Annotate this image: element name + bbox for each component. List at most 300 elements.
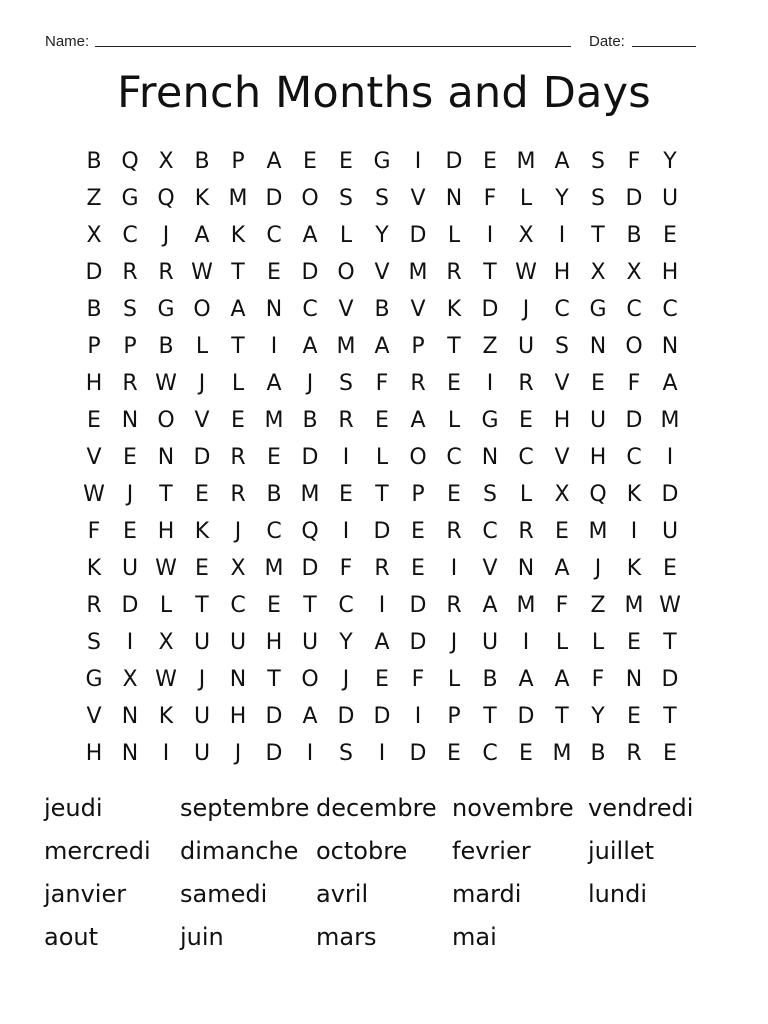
grid-letter: Z: [590, 593, 606, 618]
grid-letter: T: [447, 334, 461, 359]
grid-letter: C: [482, 741, 498, 766]
word-list-item: samedi: [180, 879, 268, 908]
grid-letter: D: [265, 186, 283, 211]
grid-letter: C: [266, 223, 282, 248]
grid-letter: X: [590, 260, 606, 285]
grid-letter: Z: [86, 186, 102, 211]
grid-letter: E: [267, 593, 281, 618]
grid-letter: L: [519, 186, 533, 211]
grid-letter: E: [627, 630, 641, 655]
grid-letter: L: [447, 667, 461, 692]
grid-letter: D: [121, 593, 139, 618]
grid-letter: K: [446, 297, 462, 322]
grid-letter: D: [373, 704, 391, 729]
grid-letter: I: [162, 741, 170, 766]
grid-letter: R: [518, 519, 534, 544]
grid-letter: U: [193, 741, 211, 766]
grid-letter: V: [86, 445, 102, 470]
grid-letter: A: [302, 334, 318, 359]
grid-letter: X: [158, 149, 174, 174]
grid-letter: M: [300, 482, 320, 507]
grid-letter: M: [336, 334, 356, 359]
grid-letter: D: [409, 741, 427, 766]
page-title: French Months and Days: [117, 68, 651, 118]
grid-letter: I: [522, 630, 530, 655]
grid-letter: E: [123, 519, 137, 544]
grid-letter: S: [591, 149, 605, 174]
grid-letter: T: [303, 593, 317, 618]
grid-letter: F: [483, 186, 497, 211]
word-list-item: mars: [316, 922, 377, 951]
grid-letter: V: [194, 408, 210, 433]
grid-letter: E: [591, 371, 605, 396]
grid-letter: N: [517, 556, 535, 581]
grid-letter: Y: [555, 186, 569, 211]
grid-letter: Y: [339, 630, 353, 655]
grid-letter: G: [481, 408, 499, 433]
grid-letter: W: [155, 371, 177, 396]
grid-letter: Q: [157, 186, 175, 211]
grid-letter: I: [270, 334, 278, 359]
grid-letter: C: [518, 445, 534, 470]
grid-letter: W: [659, 593, 681, 618]
grid-letter: L: [447, 408, 461, 433]
grid-letter: P: [447, 704, 461, 729]
grid-letter: A: [662, 371, 678, 396]
grid-letter: E: [663, 741, 677, 766]
grid-letter: F: [555, 593, 569, 618]
grid-letter: D: [661, 667, 679, 692]
word-list-item: jeudi: [44, 793, 103, 822]
grid-letter: R: [446, 260, 462, 285]
grid-letter: I: [414, 704, 422, 729]
grid-letter: P: [411, 482, 425, 507]
word-list-item: avril: [316, 879, 369, 908]
grid-letter: J: [342, 667, 350, 692]
grid-letter: E: [87, 408, 101, 433]
grid-letter: I: [486, 223, 494, 248]
grid-letter: I: [414, 149, 422, 174]
word-list-item: lundi: [588, 879, 647, 908]
grid-letter: I: [126, 630, 134, 655]
grid-letter: I: [306, 741, 314, 766]
grid-letter: L: [195, 334, 209, 359]
grid-letter: W: [191, 260, 213, 285]
grid-letter: E: [339, 149, 353, 174]
grid-letter: T: [663, 630, 677, 655]
grid-letter: L: [555, 630, 569, 655]
grid-letter: B: [626, 223, 642, 248]
grid-letter: M: [552, 741, 572, 766]
grid-letter: H: [589, 445, 607, 470]
grid-letter: G: [157, 297, 175, 322]
grid-letter: T: [375, 482, 389, 507]
grid-letter: D: [301, 260, 319, 285]
grid-letter: R: [230, 482, 246, 507]
grid-letter: E: [519, 408, 533, 433]
grid-letter: B: [266, 482, 282, 507]
grid-letter: G: [373, 149, 391, 174]
grid-letter: J: [234, 519, 242, 544]
grid-letter: D: [301, 556, 319, 581]
grid-letter: R: [446, 593, 462, 618]
grid-letter: N: [445, 186, 463, 211]
grid-letter: A: [374, 334, 390, 359]
grid-letter: G: [589, 297, 607, 322]
grid-letter: G: [85, 667, 103, 692]
grid-letter: M: [408, 260, 428, 285]
grid-letter: S: [555, 334, 569, 359]
grid-letter: D: [661, 482, 679, 507]
grid-letter: X: [626, 260, 642, 285]
grid-letter: E: [627, 704, 641, 729]
grid-letter: A: [266, 149, 282, 174]
grid-letter: N: [121, 408, 139, 433]
grid-letter: D: [625, 408, 643, 433]
grid-letter: R: [122, 260, 138, 285]
grid-letter: L: [339, 223, 353, 248]
grid-letter: Q: [301, 519, 319, 544]
grid-letter: E: [195, 556, 209, 581]
grid-letter: A: [266, 371, 282, 396]
grid-letter: M: [588, 519, 608, 544]
grid-letter: Q: [589, 482, 607, 507]
grid-letter: B: [302, 408, 318, 433]
grid-letter: L: [231, 371, 245, 396]
grid-letter: L: [591, 630, 605, 655]
grid-letter: M: [264, 556, 284, 581]
grid-letter: E: [195, 482, 209, 507]
word-list-item: mai: [452, 922, 497, 951]
grid-letter: C: [446, 445, 462, 470]
grid-letter: S: [87, 630, 101, 655]
grid-letter: A: [302, 704, 318, 729]
grid-letter: X: [86, 223, 102, 248]
grid-letter: T: [663, 704, 677, 729]
grid-letter: D: [625, 186, 643, 211]
grid-letter: O: [301, 667, 319, 692]
grid-letter: I: [342, 519, 350, 544]
grid-letter: C: [338, 593, 354, 618]
grid-letter: Z: [482, 334, 498, 359]
grid-letter: O: [337, 260, 355, 285]
grid-letter: U: [661, 186, 679, 211]
grid-letter: B: [86, 149, 102, 174]
grid-letter: J: [522, 297, 530, 322]
grid-letter: E: [411, 556, 425, 581]
grid-letter: A: [410, 408, 426, 433]
grid-letter: N: [589, 334, 607, 359]
grid-letter: L: [159, 593, 173, 618]
grid-letter: V: [554, 445, 570, 470]
grid-letter: F: [375, 371, 389, 396]
grid-letter: C: [230, 593, 246, 618]
grid-letter: E: [339, 482, 353, 507]
grid-letter: A: [554, 667, 570, 692]
grid-letter: S: [339, 741, 353, 766]
word-list-item: mercredi: [44, 836, 151, 865]
grid-letter: F: [627, 371, 641, 396]
grid-letter: T: [591, 223, 605, 248]
grid-letter: C: [266, 519, 282, 544]
grid-letter: J: [126, 482, 134, 507]
grid-letter: A: [554, 149, 570, 174]
grid-letter: U: [301, 630, 319, 655]
grid-letter: D: [409, 223, 427, 248]
grid-letter: K: [158, 704, 174, 729]
grid-letter: F: [627, 149, 641, 174]
grid-letter: L: [447, 223, 461, 248]
grid-letter: J: [450, 630, 458, 655]
word-list: [44, 786, 744, 958]
grid-letter: R: [446, 519, 462, 544]
grid-letter: H: [157, 519, 175, 544]
grid-letter: N: [229, 667, 247, 692]
grid-letter: Q: [121, 149, 139, 174]
grid-letter: M: [228, 186, 248, 211]
grid-letter: P: [231, 149, 245, 174]
grid-letter: R: [158, 260, 174, 285]
grid-letter: S: [339, 186, 353, 211]
word-list-item: janvier: [44, 879, 127, 908]
grid-letter: Y: [663, 149, 677, 174]
grid-letter: L: [519, 482, 533, 507]
grid-letter: H: [661, 260, 679, 285]
grid-letter: Y: [591, 704, 605, 729]
grid-letter: P: [411, 334, 425, 359]
grid-letter: X: [122, 667, 138, 692]
word-list-item: septembre: [180, 793, 310, 822]
grid-letter: A: [482, 593, 498, 618]
grid-letter: E: [303, 149, 317, 174]
grid-letter: H: [85, 371, 103, 396]
grid-letter: E: [447, 482, 461, 507]
grid-letter: F: [87, 519, 101, 544]
grid-letter: I: [378, 593, 386, 618]
grid-letter: E: [231, 408, 245, 433]
grid-letter: R: [626, 741, 642, 766]
grid-letter: W: [155, 667, 177, 692]
grid-letter: A: [230, 297, 246, 322]
word-list-item: octobre: [316, 836, 408, 865]
word-list-item: juillet: [588, 836, 655, 865]
grid-letter: T: [483, 704, 497, 729]
grid-letter: D: [301, 445, 319, 470]
grid-letter: S: [123, 297, 137, 322]
grid-letter: U: [229, 630, 247, 655]
grid-letter: M: [516, 149, 536, 174]
grid-letter: K: [194, 186, 210, 211]
grid-letter: D: [337, 704, 355, 729]
word-list-item: fevrier: [452, 836, 531, 865]
grid-letter: I: [666, 445, 674, 470]
word-list-item: dimanche: [180, 836, 299, 865]
grid-letter: B: [482, 667, 498, 692]
grid-letter: K: [626, 482, 642, 507]
grid-letter: T: [267, 667, 281, 692]
grid-letter: V: [338, 297, 354, 322]
grid-letter: H: [229, 704, 247, 729]
grid-letter: D: [409, 630, 427, 655]
grid-letter: A: [194, 223, 210, 248]
word-list-item: novembre: [452, 793, 574, 822]
grid-letter: U: [661, 519, 679, 544]
grid-letter: N: [121, 704, 139, 729]
grid-letter: X: [158, 630, 174, 655]
grid-letter: J: [594, 556, 602, 581]
grid-letter: H: [553, 408, 571, 433]
grid-letter: V: [374, 260, 390, 285]
grid-letter: K: [626, 556, 642, 581]
grid-letter: T: [231, 334, 245, 359]
grid-letter: C: [482, 519, 498, 544]
grid-letter: T: [159, 482, 173, 507]
word-list-item: juin: [180, 922, 224, 951]
grid-letter: N: [157, 445, 175, 470]
grid-letter: I: [630, 519, 638, 544]
word-list-item: decembre: [316, 793, 437, 822]
grid-letter: H: [553, 260, 571, 285]
grid-letter: V: [410, 186, 426, 211]
grid-letter: J: [162, 223, 170, 248]
grid-letter: V: [554, 371, 570, 396]
grid-letter: E: [555, 519, 569, 544]
grid-letter: B: [194, 149, 210, 174]
grid-letter: D: [409, 593, 427, 618]
grid-letter: E: [267, 260, 281, 285]
grid-letter: V: [86, 704, 102, 729]
grid-letter: V: [482, 556, 498, 581]
grid-letter: F: [591, 667, 605, 692]
grid-letter: H: [265, 630, 283, 655]
grid-letter: U: [481, 630, 499, 655]
grid-letter: P: [123, 334, 137, 359]
grid-letter: N: [481, 445, 499, 470]
header-row: [45, 30, 696, 54]
grid-letter: E: [447, 741, 461, 766]
grid-letter: G: [121, 186, 139, 211]
letter-grid: [76, 143, 688, 772]
grid-letter: I: [378, 741, 386, 766]
grid-letter: O: [301, 186, 319, 211]
grid-letter: O: [157, 408, 175, 433]
grid-letter: O: [193, 297, 211, 322]
grid-letter: V: [410, 297, 426, 322]
grid-letter: C: [554, 297, 570, 322]
grid-letter: S: [483, 482, 497, 507]
grid-letter: O: [625, 334, 643, 359]
grid-letter: C: [626, 297, 642, 322]
word-list-item: mardi: [452, 879, 522, 908]
grid-letter: S: [591, 186, 605, 211]
grid-letter: W: [155, 556, 177, 581]
date-label: Date:: [589, 33, 625, 50]
grid-letter: C: [302, 297, 318, 322]
grid-letter: Y: [375, 223, 389, 248]
grid-letter: U: [517, 334, 535, 359]
grid-letter: E: [519, 741, 533, 766]
grid-letter: L: [375, 445, 389, 470]
grid-letter: R: [122, 371, 138, 396]
word-list-item: aout: [44, 922, 99, 951]
grid-letter: X: [518, 223, 534, 248]
grid-letter: K: [86, 556, 102, 581]
grid-letter: D: [481, 297, 499, 322]
grid-letter: X: [554, 482, 570, 507]
grid-letter: I: [558, 223, 566, 248]
grid-letter: E: [447, 371, 461, 396]
grid-letter: D: [193, 445, 211, 470]
grid-letter: F: [411, 667, 425, 692]
grid-letter: P: [87, 334, 101, 359]
grid-letter: A: [302, 223, 318, 248]
grid-letter: D: [265, 741, 283, 766]
grid-letter: R: [374, 556, 390, 581]
grid-letter: C: [122, 223, 138, 248]
grid-letter: E: [375, 408, 389, 433]
grid-letter: C: [662, 297, 678, 322]
grid-letter: N: [265, 297, 283, 322]
grid-letter: E: [663, 556, 677, 581]
grid-letter: B: [158, 334, 174, 359]
grid-letter: E: [483, 149, 497, 174]
grid-letter: M: [264, 408, 284, 433]
grid-letter: J: [198, 371, 206, 396]
grid-letter: F: [339, 556, 353, 581]
grid-letter: A: [518, 667, 534, 692]
grid-letter: T: [555, 704, 569, 729]
grid-letter: U: [193, 704, 211, 729]
grid-letter: I: [486, 371, 494, 396]
grid-letter: J: [198, 667, 206, 692]
grid-letter: E: [663, 223, 677, 248]
grid-letter: A: [554, 556, 570, 581]
grid-letter: M: [660, 408, 680, 433]
grid-letter: E: [375, 667, 389, 692]
grid-letter: W: [83, 482, 105, 507]
grid-letter: T: [483, 260, 497, 285]
grid-letter: K: [230, 223, 246, 248]
grid-letter: E: [411, 519, 425, 544]
grid-letter: C: [626, 445, 642, 470]
grid-letter: X: [230, 556, 246, 581]
grid-letter: U: [193, 630, 211, 655]
word-list-item: vendredi: [588, 793, 694, 822]
grid-letter: U: [589, 408, 607, 433]
grid-letter: E: [123, 445, 137, 470]
grid-letter: R: [338, 408, 354, 433]
grid-letter: D: [517, 704, 535, 729]
grid-letter: J: [306, 371, 314, 396]
grid-letter: E: [267, 445, 281, 470]
grid-letter: I: [342, 445, 350, 470]
grid-letter: M: [516, 593, 536, 618]
grid-letter: J: [234, 741, 242, 766]
grid-letter: T: [195, 593, 209, 618]
grid-letter: R: [86, 593, 102, 618]
grid-letter: K: [194, 519, 210, 544]
grid-letter: W: [515, 260, 537, 285]
grid-letter: I: [450, 556, 458, 581]
grid-letter: B: [590, 741, 606, 766]
grid-letter: A: [374, 630, 390, 655]
grid-letter: B: [86, 297, 102, 322]
grid-letter: H: [85, 741, 103, 766]
grid-letter: N: [121, 741, 139, 766]
grid-letter: D: [445, 149, 463, 174]
grid-letter: B: [374, 297, 390, 322]
name-label: Name:: [45, 33, 90, 50]
